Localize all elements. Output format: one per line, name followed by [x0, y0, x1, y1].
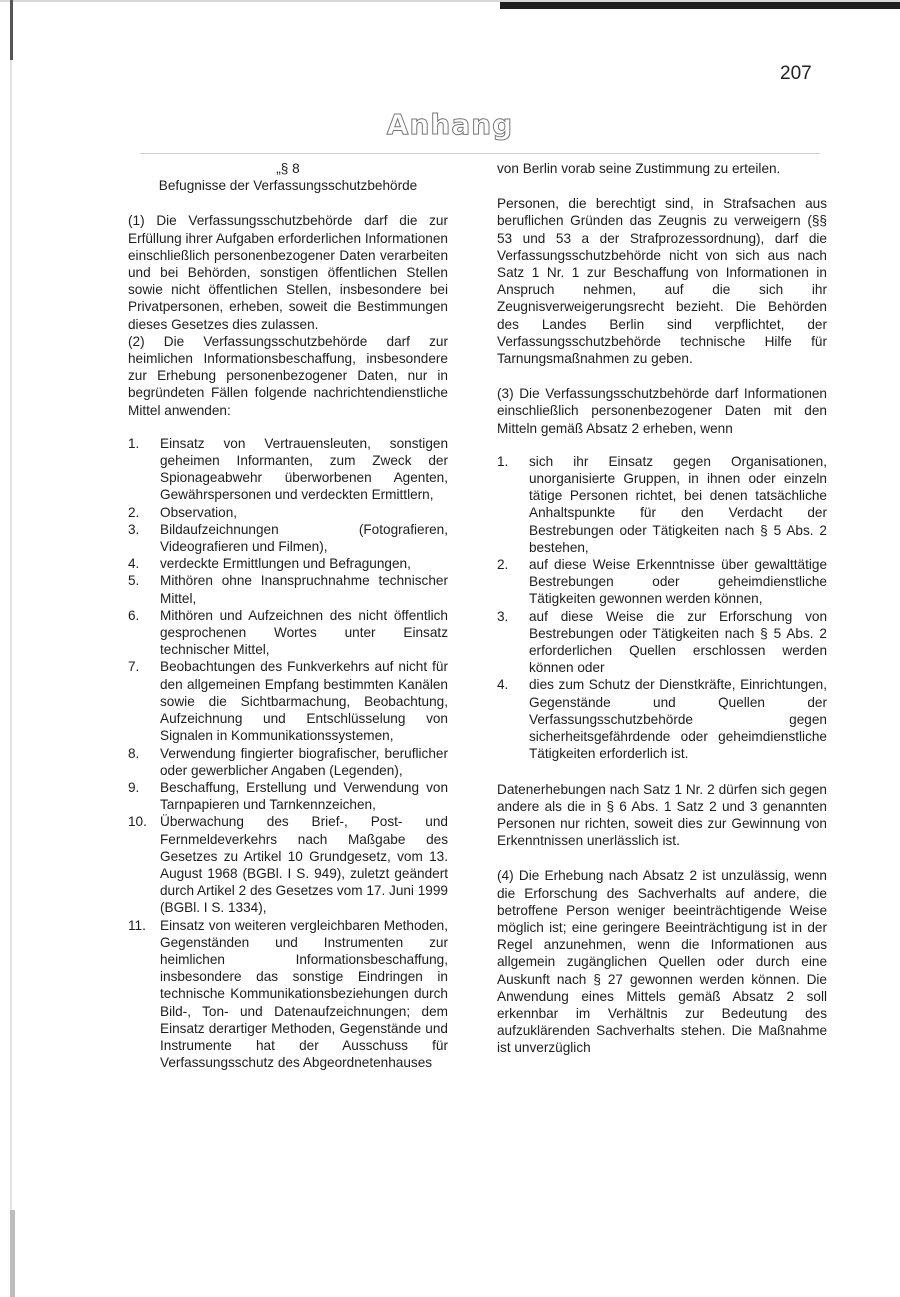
list-item-text: Mithören und Aufzeichnen des nicht öffentlich gesprochenen Wortes unter Einsatz technischer Mittel, — [160, 607, 448, 658]
list-item-number: 3. — [128, 521, 140, 537]
list-item — [497, 608, 827, 677]
left-edge-mark — [10, 0, 13, 60]
list-item-text: Mithören ohne Inanspruchnahme technischer Mittel, — [160, 573, 448, 606]
list-item — [128, 555, 448, 572]
conditions-list — [497, 453, 827, 763]
left-edge-shadow — [10, 1210, 15, 1297]
section-title: Befugnisse der Verfassungsschutzbehörde — [158, 178, 418, 194]
list-item-number: 2. — [128, 504, 140, 520]
paragraph-4: (4) Die Erhebung nach Absatz 2 ist unzulässig, wenn die Erforschung des Sachverhalts auf andere, die betroffene Person weniger beeinträchtigende Weise möglich ist; eine geringere Beeinträchtigung ist in der Regel anzunehmen, wenn die Informationen aus allgemein zugänglichen Quellen oder durch eine Auskunft nach § 27 gewonnen werden können. Die Anwendung eines Mittels gemäß Absatz 2 soll erkennbar im Verhältnis zur Bedeutung des aufzuklärenden Sachverhalts stehen. Die Maßnahme ist unverzüglich — [497, 868, 827, 1056]
list-item — [497, 676, 827, 762]
list-item-number: 10. — [128, 814, 147, 830]
list-item-text: verdeckte Ermittlungen und Befragungen, — [160, 556, 411, 572]
list-item — [128, 607, 448, 659]
list-item-text: Überwachung des Brief-, Post- und Fernmeldeverkehrs nach Maßgabe des Gesetzes zu Artikel 10 Grundgesetz, vom 13. August 1968 (BGBl. I S. 949), zuletzt geändert durch Artikel 2 des Gesetzes vom 17. Juni 1999 (BGBl. I S. 1334), — [160, 814, 448, 916]
top-edge-bar — [500, 2, 900, 9]
list-item — [128, 779, 448, 813]
list-item-number: 2. — [497, 557, 509, 573]
list-item-number: 3. — [497, 608, 509, 624]
list-item-text: Beobachtungen des Funkverkehrs auf nicht für den allgemeinen Empfang bestimmten Kanälen sowie die Sichtbarmachung, Beobachtung, Aufzeichnung und Entschlüsselung von Signalen in Kommunikationssystemen, — [160, 659, 448, 744]
list-item — [128, 572, 448, 606]
list-item-number: 7. — [128, 659, 140, 675]
list-item-text: Einsatz von weiteren vergleichbaren Methoden, Gegenständen und Instrumenten zur heimlichen Informationsbeschaffung, insbesondere das sonstige Eindringen in technische Kommunikationsbeziehungen durch Bild-, Ton- und Datenaufzeichnungen; dem Einsatz derartiger Methoden, Gegenstände und Instrumente hat der Ausschuss für Verfassungsschutz des Abgeordnetenhauses — [160, 917, 448, 1071]
list-item — [128, 504, 448, 521]
means-list — [128, 435, 448, 1072]
list-item-number: 9. — [128, 779, 140, 795]
list-item-text: auf diese Weise die zur Erforschung von Bestrebungen oder Tätigkeiten nach § 5 Abs. 2 erforderlichen Quellen erschlossen werden können oder — [529, 608, 827, 676]
list-item — [497, 453, 827, 556]
right-column — [497, 160, 827, 1057]
list-item — [128, 813, 448, 916]
list-item-text: Observation, — [160, 504, 238, 520]
list-item-text: Bildaufzeichnungen (Fotografieren, Videografieren und Filmen), — [160, 521, 448, 555]
left-column — [128, 160, 448, 1071]
list-item-text: dies zum Schutz der Dienstkräfte, Einrichtungen, Gegenstände und Quellen der Verfassungsschutzbehörde gegen sicherheitsgefährdende oder geheimdienstliche Tätigkeiten erforderlich ist. — [529, 677, 827, 762]
list-item-number: 1. — [128, 435, 140, 451]
running-head: Anhang — [386, 108, 514, 141]
paragraph-1: (1) Die Verfassungsschutzbehörde darf die zur Erfüllung ihrer Aufgaben erforderlichen Informationen einschließlich personenbezogener Daten verarbeiten und bei Behörden, sonstigen öffentlichen Stellen sowie nicht öffentlichen Stellen, insbesondere bei Privatpersonen, erheben, soweit die Bestimmungen dieses Gesetzes dies zulassen. — [128, 213, 448, 332]
list-item-number: 1. — [497, 453, 509, 469]
continuation-text: von Berlin vorab seine Zustimmung zu erteilen. — [497, 161, 781, 176]
left-edge-rule — [10, 0, 12, 1297]
list-item-number: 4. — [497, 677, 509, 693]
paragraph-2: (2) Die Verfassungsschutzbehörde darf zur heimlichen Informationsbeschaffung, insbesondere zur Erhebung personenbezogener Daten, nur in begründeten Fällen folgende nachrichtendienstliche Mittel anwenden: — [128, 333, 448, 418]
list-item — [128, 658, 448, 744]
paragraph-data-collection: Datenerhebungen nach Satz 1 Nr. 2 dürfen sich gegen andere als die in § 6 Abs. 1 Satz 2 und 3 genannten Personen nur richten, soweit dies zur Gewinnung von Erkenntnissen unerlässlich ist. — [497, 781, 827, 849]
paragraph-3: (3) Die Verfassungsschutzbehörde darf Informationen einschließlich personenbezogener Daten mit den Mitteln gemäß Absatz 2 erheben, wenn — [497, 386, 827, 436]
list-item-text: auf diese Weise Erkenntnisse über gewalttätige Bestrebungen oder geheimdienstliche Tätigkeiten gewonnen werden können, — [529, 557, 827, 607]
list-item-number: 8. — [128, 745, 140, 761]
page-number: 207 — [780, 63, 812, 84]
list-item — [128, 521, 448, 555]
list-item-text: Einsatz von Vertrauensleuten, sonstigen geheimen Informanten, zum Zweck der Spionageabwehr überworbenen Agenten, Gewährspersonen und verdeckten Ermittlern, — [160, 435, 448, 503]
list-item-number: 6. — [128, 607, 140, 623]
list-item-text: sich ihr Einsatz gegen Organisationen, unorganisierte Gruppen, in ihnen oder einzeln tätige Personen richtet, bei denen tatsächliche Anhaltspunkte für den Verdacht der Bestrebungen oder Tätigkeiten nach § 5 Abs. 2 bestehen, — [529, 453, 827, 555]
list-item-text: Beschaffung, Erstellung und Verwendung von Tarnpapieren und Tarnkennzeichen, — [160, 779, 448, 813]
list-item — [128, 435, 448, 504]
section-number: „§ 8 — [276, 161, 300, 176]
list-item-text: Verwendung fingierter biografischer, beruflicher oder gewerblicher Angaben (Legenden), — [160, 745, 448, 778]
list-item — [497, 556, 827, 608]
list-item — [128, 917, 448, 1072]
header-rule — [140, 153, 820, 154]
list-item-number: 4. — [128, 556, 140, 572]
list-item — [128, 745, 448, 779]
list-item-number: 11. — [128, 917, 146, 933]
paragraph-persons: Personen, die berechtigt sind, in Strafsachen aus beruflichen Gründen das Zeugnis zu verweigern (§§ 53 und 53 a der Strafprozessordnung), darf die Verfassungsschutzbehörde nicht von sich aus nach Satz 1 Nr. 1 zur Beschaffung von Informationen in Anspruch nehmen, auf die sich ihr Zeugnisverweigerungsrecht bezieht. Die Behörden des Landes Berlin sind verpflichtet, der Verfassungsschutzbehörde technische Hilfe für Tarnungsmaßnahmen zu geben. — [497, 196, 827, 367]
list-item-number: 5. — [128, 573, 140, 589]
